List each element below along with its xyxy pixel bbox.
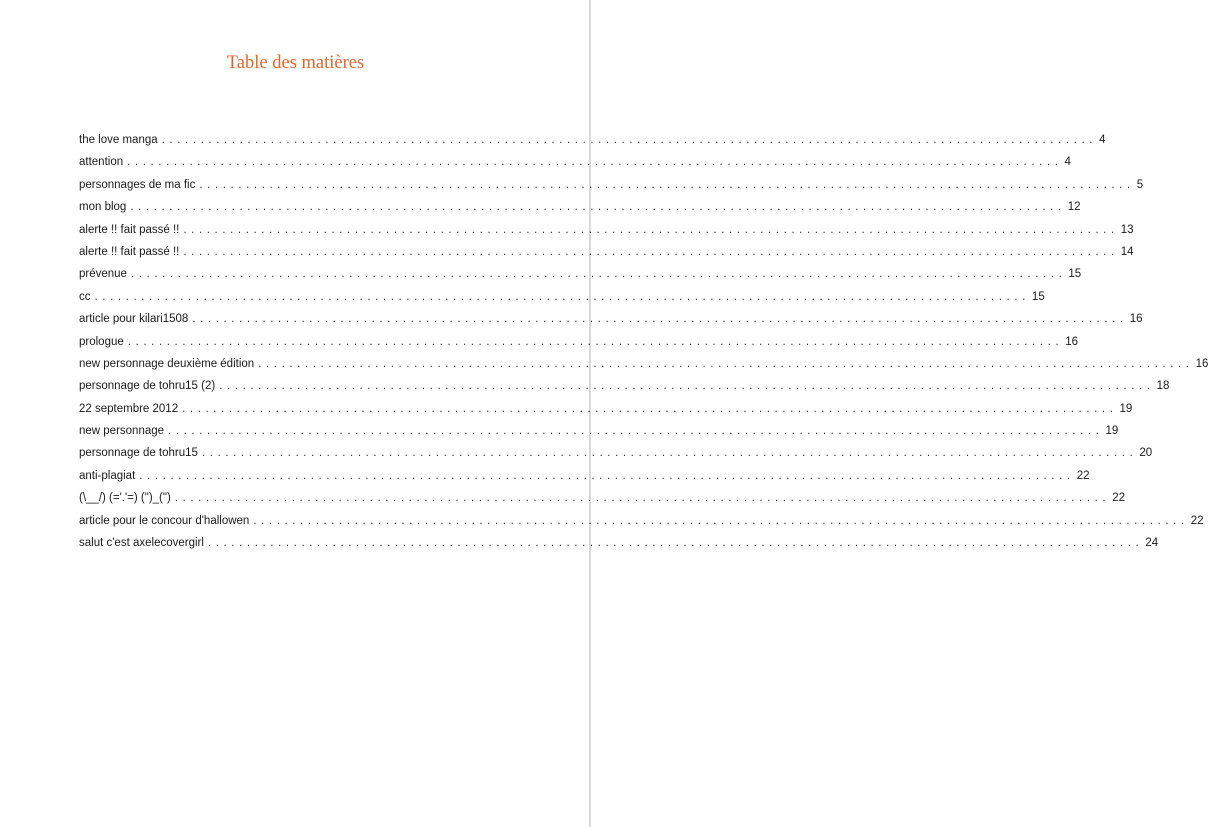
toc-leader-dots: ........................................................................................................................: [182, 402, 1118, 415]
toc-entry-label: the love manga: [79, 134, 158, 146]
toc-entry[interactable]: [79, 151, 1071, 173]
toc-entry-page: 18: [1156, 380, 1170, 393]
toc-entry[interactable]: [79, 353, 1208, 375]
toc-leader-dots: ........................................................................................................................: [130, 268, 1067, 281]
toc-entry[interactable]: [79, 442, 1153, 464]
toc-entry-label: prévenue: [79, 268, 127, 281]
toc-entry[interactable]: [79, 487, 1126, 509]
toc-entry-page: 24: [1145, 537, 1159, 550]
toc-entry-label: new personnage: [79, 425, 165, 438]
toc-leader-dots: ........................................................................................................................: [127, 335, 1064, 348]
toc-leader-dots: ........................................................................................................................: [174, 492, 1111, 505]
toc-entry[interactable]: [79, 241, 1134, 263]
toc-entry-label: new personnage deuxième édition: [79, 357, 255, 370]
toc-entry-page: 22: [1112, 492, 1126, 505]
toc-entry-label: article pour le concour d'hallowen: [79, 514, 250, 527]
toc-entry-page: 12: [1067, 201, 1081, 214]
toc-leader-dots: ........................................................................................................................: [161, 134, 1098, 146]
toc-entry[interactable]: [79, 420, 1119, 442]
toc-leader-dots: ........................................................................................................................: [183, 223, 1119, 236]
toc-entry-page: 22: [1190, 514, 1204, 527]
toc-entry-page: 15: [1031, 290, 1045, 303]
toc-entry-label: article pour kilari1508: [79, 313, 189, 326]
toc-entry-label: cc: [79, 290, 91, 303]
toc-entry-page: 16: [1065, 335, 1078, 348]
toc-entry-label: salut c'est axelecovergirl: [79, 537, 204, 550]
toc-leader-dots: ........................................................................................................................: [258, 357, 1194, 370]
toc-leader-dots: ........................................................................................................................: [130, 201, 1066, 214]
toc-entry-label: anti-plagiat: [79, 469, 136, 482]
toc-entry-label: prologue: [79, 335, 124, 348]
toc-leader-dots: ........................................................................................................................: [192, 313, 1128, 326]
toc-entry[interactable]: [79, 196, 1081, 218]
toc-entry[interactable]: [79, 398, 1133, 420]
toc-entry[interactable]: [79, 174, 1144, 196]
toc-entry[interactable]: [79, 129, 1106, 151]
toc-entry-label: attention: [79, 156, 124, 169]
toc-entry-label: personnage de tohru15 (2): [79, 380, 216, 393]
toc-entry-label: alerte !! fait passé !!: [79, 223, 180, 236]
toc-entry-page: 20: [1139, 447, 1153, 460]
toc-leader-dots: ........................................................................................................................: [201, 447, 1138, 460]
toc-entry-label: personnage de tohru15: [79, 447, 198, 460]
toc-entry-page: 19: [1105, 425, 1119, 438]
toc-leader-dots: ........................................................................................................................: [127, 156, 1063, 169]
toc-entry-page: 22: [1076, 469, 1090, 482]
toc-entry-page: 19: [1119, 402, 1133, 415]
toc-entry[interactable]: [79, 375, 1170, 397]
toc-entry-page: 15: [1068, 268, 1082, 281]
toc-leader-dots: ........................................................................................................................: [253, 514, 1189, 527]
toc-leader-dots: ........................................................................................................................: [168, 425, 1104, 438]
toc-entry-page: 4: [1064, 156, 1071, 169]
toc-entry[interactable]: [79, 286, 1045, 308]
toc-leader-dots: ........................................................................................................................: [199, 178, 1135, 191]
toc-entry[interactable]: [79, 510, 1204, 532]
toc-entry-page: 16: [1195, 357, 1208, 370]
toc-entry[interactable]: [79, 532, 1159, 554]
toc-entry-label: personnages de ma fic: [79, 178, 196, 191]
toc-entry-page: 13: [1120, 223, 1134, 236]
toc-leader-dots: ........................................................................................................................: [207, 537, 1144, 550]
toc-entry[interactable]: [79, 465, 1090, 487]
table-of-contents: [79, 129, 1208, 554]
toc-leader-dots: ........................................................................................................................: [183, 245, 1119, 258]
toc-entry-label: 22 septembre 2012: [79, 402, 179, 415]
toc-entry[interactable]: [79, 331, 1078, 353]
toc-entry[interactable]: [79, 219, 1134, 241]
toc-leader-dots: ........................................................................................................................: [94, 290, 1030, 303]
page-title: Table des matières: [226, 53, 365, 73]
toc-entry-page: 5: [1136, 178, 1144, 191]
toc-entry-label: (\__/) (='.'=) (")_("): [79, 492, 171, 505]
toc-leader-dots: ........................................................................................................................: [219, 380, 1155, 393]
toc-entry-page: 4: [1099, 134, 1106, 146]
toc-entry-page: 16: [1129, 313, 1143, 326]
toc-entry[interactable]: [79, 263, 1082, 285]
toc-entry-label: alerte !! fait passé !!: [79, 245, 180, 258]
toc-entry[interactable]: [79, 308, 1143, 330]
toc-entry-page: 14: [1120, 245, 1134, 258]
toc-entry-label: mon blog: [79, 201, 127, 214]
toc-leader-dots: ........................................................................................................................: [139, 469, 1075, 482]
